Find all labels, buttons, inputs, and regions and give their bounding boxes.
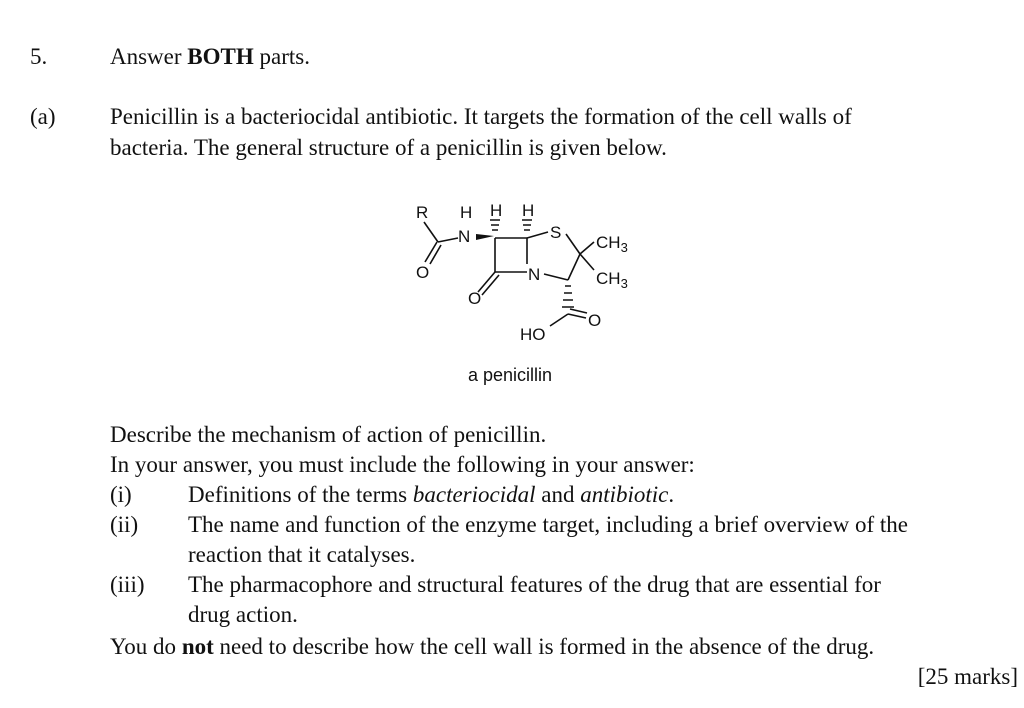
atom-s: S	[550, 223, 562, 242]
item-i-pre: Definitions of the terms	[188, 482, 413, 507]
atom-n-amide: N	[458, 227, 471, 246]
hash-h3	[522, 220, 532, 230]
instruction-line	[110, 42, 310, 72]
item-iii-line-2: drug action.	[188, 602, 298, 627]
bond-me-top	[580, 242, 594, 254]
bond-c-s	[527, 232, 548, 238]
note-post: need to describe how the cell wall is formed in the absence of the drug.	[213, 634, 875, 659]
item-label-ii: (ii)	[110, 512, 139, 537]
part-label: (a)	[30, 104, 56, 129]
item-i-text	[188, 480, 674, 510]
describe-line: Describe the mechanism of action of penicillin.	[110, 422, 547, 447]
note-pre: You do	[110, 634, 182, 659]
include-line: In your answer, you must include the following in your answer:	[110, 452, 695, 477]
bond-c3-n	[544, 274, 568, 280]
bond-c-n	[438, 238, 458, 242]
atom-n-ring: N	[528, 265, 541, 284]
note-line	[110, 632, 874, 662]
item-label-iii: (iii)	[110, 572, 145, 597]
atom-ch3-bottom: $CH_3$	[596, 269, 628, 291]
atom-h2: H	[490, 201, 503, 220]
atom-h3: H	[522, 201, 535, 220]
bond-co-b	[430, 245, 441, 264]
item-i-mid: and	[535, 482, 581, 507]
item-iii-line-1: The pharmacophore and structural features of the drug that are essential for	[188, 572, 881, 597]
bond-co-a	[425, 242, 437, 262]
term-antibiotic: antibiotic	[580, 482, 669, 507]
bond-r-c	[424, 222, 438, 242]
bond-c-c3	[568, 254, 580, 280]
item-ii-line-2: reaction that it catalyses.	[188, 542, 416, 567]
atom-o-lactam: O	[468, 289, 482, 308]
term-bacteriocidal: bacteriocidal	[412, 482, 536, 507]
bond-c-o-b	[570, 309, 587, 313]
item-ii-line-1: The name and function of the enzyme target, including a brief overview of the	[188, 512, 908, 537]
figure-caption: a penicillin	[468, 365, 553, 385]
atom-h1: H	[460, 203, 473, 222]
note-emphasis: not	[181, 634, 214, 659]
instruction-text-post: parts.	[253, 44, 310, 69]
bond-c-oh	[550, 314, 568, 326]
atom-o-acid: O	[588, 311, 602, 330]
penicillin-structure	[380, 192, 670, 352]
atom-o-amide: O	[416, 263, 430, 282]
instruction-emphasis: BOTH	[187, 44, 254, 69]
marks: [25 marks]	[917, 664, 1018, 689]
item-label-i: (i)	[110, 482, 132, 507]
bond-c-o-a	[568, 314, 586, 318]
instruction-text-pre: Answer	[110, 44, 188, 69]
atom-ho: HO	[520, 325, 546, 344]
hash-h2	[490, 220, 500, 230]
bond-me-bottom	[580, 254, 594, 270]
atom-r: R	[416, 203, 429, 222]
atom-ch3-top: $CH_3$	[596, 233, 628, 255]
bond-wedge	[476, 234, 494, 240]
bond-s-c	[566, 234, 580, 254]
question-number: 5.	[30, 44, 48, 69]
item-i-post: .	[668, 482, 675, 507]
intro-line-2: bacteria. The general structure of a penicillin is given below.	[110, 135, 667, 160]
hash-acid	[562, 286, 574, 307]
intro-line-1: Penicillin is a bacteriocidal antibiotic. It targets the formation of the cell walls of	[110, 104, 852, 129]
